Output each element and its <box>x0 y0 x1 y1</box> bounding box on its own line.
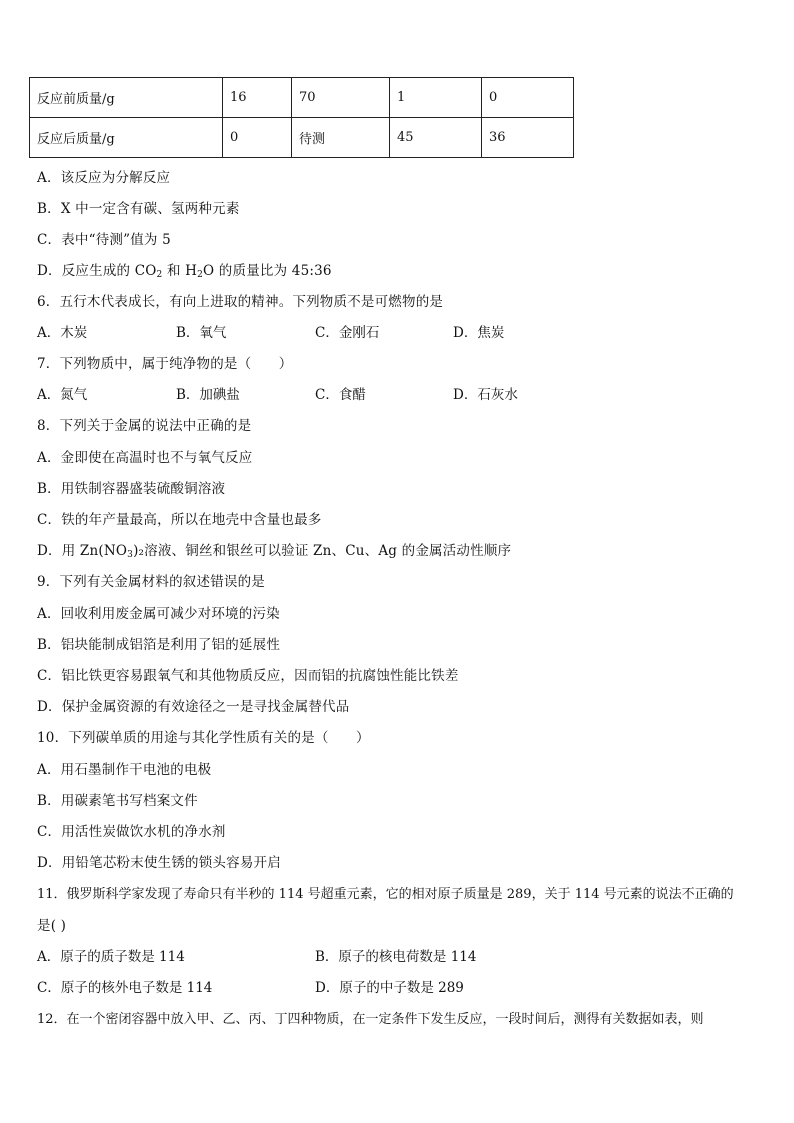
q11-stem-line1: 11．俄罗斯科学家发现了寿命只有半秒的 114 号超重元素，它的相对原子质量是 289，关于 114 号元素的说法不正确的 <box>37 887 734 902</box>
q8-option-d <box>37 541 511 561</box>
table-cell: 反应前质量/g <box>30 78 223 118</box>
q5-option-c: C．表中“待测”值为 5 <box>37 232 171 248</box>
table-cell: 16 <box>223 78 292 118</box>
q10-stem: 10．下列碳单质的用途与其化学性质有关的是（ ） <box>37 730 370 746</box>
q11-stem-line2: 是( ) <box>37 918 67 934</box>
mass-data-table <box>29 77 574 158</box>
q8-stem: 8．下列关于金属的说法中正确的是 <box>37 418 252 434</box>
subscript: 2 <box>156 270 163 280</box>
table-cell: 70 <box>292 78 390 118</box>
q11-option-c: C．原子的核外电子数是 114 <box>37 980 213 996</box>
q7-option-a: A．氮气 <box>37 387 88 403</box>
q10-option-c: C．用活性炭做饮水机的净水剂 <box>37 824 226 840</box>
q8-option-b: B．用铁制容器盛装硫酸铜溶液 <box>37 481 226 497</box>
q9-option-b: B．铝块能制成铝箔是利用了铝的延展性 <box>37 637 281 653</box>
q9-option-d: D．保护金属资源的有效途径之一是寻找金属替代品 <box>37 699 350 715</box>
q5-option-a: A．该反应为分解反应 <box>37 170 171 186</box>
q7-option-d: D．石灰水 <box>453 387 518 403</box>
table-cell: 45 <box>390 118 482 158</box>
text-segment: O 的质量比为 45:36 <box>203 263 332 279</box>
q5-option-b: B．X 中一定含有碳、氢两种元素 <box>37 201 240 217</box>
table-row <box>30 78 574 118</box>
q10-option-d: D．用铅笔芯粉末使生锈的锁头容易开启 <box>37 855 281 871</box>
q8-option-c: C．铁的年产量最高，所以在地壳中含量也最多 <box>37 512 322 528</box>
q9-option-c: C．铝比铁更容易跟氧气和其他物质反应，因而铝的抗腐蚀性能比铁差 <box>37 668 459 684</box>
table-cell: 36 <box>482 118 574 158</box>
q9-stem: 9．下列有关金属材料的叙述错误的是 <box>37 574 265 590</box>
q6-option-a: A．木炭 <box>37 325 88 341</box>
table-row <box>30 118 574 158</box>
text-segment: D．反应生成的 CO <box>37 263 157 279</box>
q11-option-d: D．原子的中子数是 289 <box>315 980 464 996</box>
table-cell: 0 <box>482 78 574 118</box>
text-segment: )₂溶液、铜丝和银丝可以验证 Zn、Cu、Ag 的金属活动性顺序 <box>133 543 512 559</box>
q7-option-b: B．加碘盐 <box>176 387 240 403</box>
q6-option-c: C．金刚石 <box>315 325 380 341</box>
table-cell: 1 <box>390 78 482 118</box>
q6-option-d: D．焦炭 <box>453 325 505 341</box>
q10-option-b: B．用碳素笔书写档案文件 <box>37 793 198 809</box>
q10-option-a: A．用石墨制作干电池的电极 <box>37 762 212 778</box>
q11-option-b: B．原子的核电荷数是 114 <box>315 949 477 965</box>
q12-stem: 12．在一个密闭容器中放入甲、乙、丙、丁四种物质，在一定条件下发生反应，一段时间后，测得有关数据如表，则 <box>37 1012 704 1027</box>
q7-stem: 7．下列物质中，属于纯净物的是（ ） <box>37 356 293 372</box>
table-cell: 反应后质量/g <box>30 118 223 158</box>
table-cell: 0 <box>223 118 292 158</box>
q6-stem: 6．五行木代表成长，有向上进取的精神。下列物质不是可燃物的是 <box>37 294 444 310</box>
q9-option-a: A．回收利用废金属可减少对环境的污染 <box>37 606 280 622</box>
text-segment: 和 H <box>162 263 198 279</box>
q5-option-d <box>37 261 332 281</box>
subscript: 2 <box>197 270 204 280</box>
subscript: 3 <box>127 550 134 560</box>
q11-option-a: A．原子的质子数是 114 <box>37 949 185 965</box>
table-cell: 待测 <box>292 118 390 158</box>
q6-option-b: B．氧气 <box>176 325 227 341</box>
q7-option-c: C．食醋 <box>315 387 366 403</box>
text-segment: D．用 Zn(NO <box>37 543 128 559</box>
q8-option-a: A．金即使在高温时也不与氧气反应 <box>37 450 253 466</box>
